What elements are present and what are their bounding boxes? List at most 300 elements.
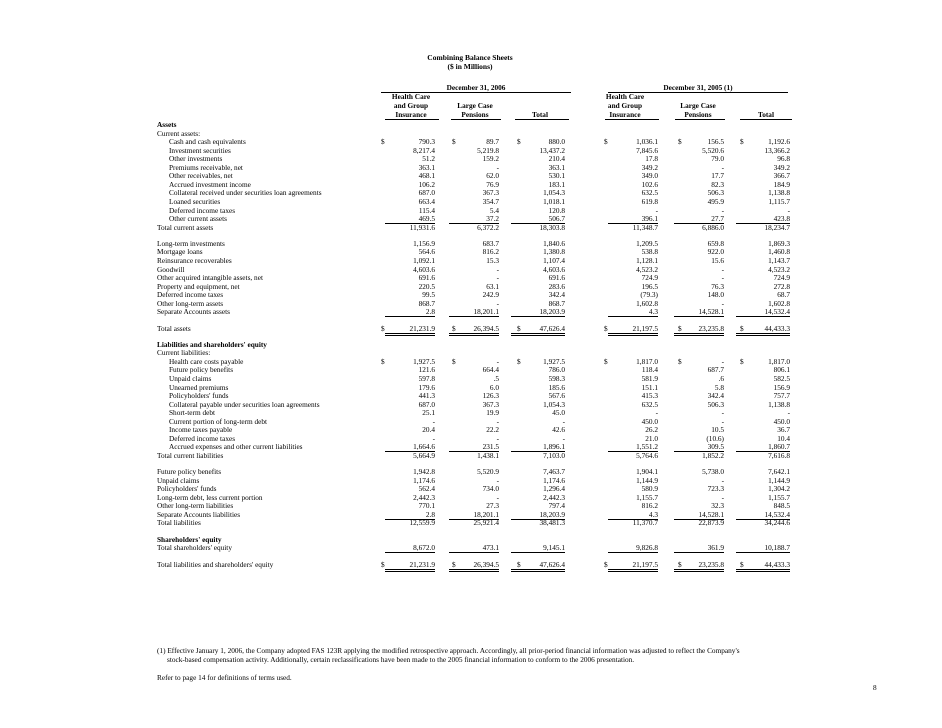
value-cell: 210.4 <box>548 154 565 164</box>
value-cell: 922.0 <box>707 247 724 257</box>
value-cell: 1,107.4 <box>543 255 565 265</box>
period-header-2005: December 31, 2005 (1) <box>663 83 733 92</box>
row-label: Current liabilities: <box>157 348 211 358</box>
value-cell: - <box>721 162 724 172</box>
value-cell: 450.0 <box>641 416 658 426</box>
value-cell: 17.8 <box>645 154 658 164</box>
period-header-2006: December 31, 2006 <box>446 83 506 92</box>
value-cell: 7,463.7 <box>543 467 565 477</box>
value-cell: 567.6 <box>548 391 565 400</box>
value-cell: 38,481.3 <box>539 518 565 528</box>
value-cell: 816.2 <box>482 247 499 257</box>
value-cell: - <box>721 492 724 502</box>
dollar-sign: $ <box>604 323 608 333</box>
value-cell: 1,296.4 <box>543 484 565 494</box>
value-cell: 757.7 <box>773 391 790 400</box>
value-cell: 4.3 <box>608 510 658 520</box>
value-cell: 32.3 <box>711 501 724 511</box>
value-cell: 185.6 <box>548 382 565 392</box>
value-cell: - <box>496 273 499 282</box>
value-cell: 20.4 <box>422 425 435 435</box>
value-cell: 7,103.0 <box>543 450 565 460</box>
value-cell: - <box>655 408 658 418</box>
value-cell: 68.7 <box>777 290 790 300</box>
value-cell: 27.7 <box>674 214 724 224</box>
row-label: Assets <box>157 120 177 129</box>
value-cell: .5 <box>493 373 499 383</box>
value-cell: 11,348.7 <box>632 222 658 232</box>
value-cell: 530.1 <box>548 171 565 181</box>
value-cell: 18,201.1 <box>449 510 499 520</box>
table-row <box>0 451 942 460</box>
value-cell: 450.0 <box>773 416 790 426</box>
value-cell: 5,664.9 <box>413 450 435 460</box>
row-label: Current portion of long-term debt <box>169 416 268 426</box>
col-header-lc-2005-line1: Large Case <box>680 101 716 110</box>
value-cell: 37.2 <box>449 214 499 224</box>
value-cell: - <box>496 492 499 502</box>
value-cell: - <box>721 475 724 485</box>
col-header-hc-2006-line3: Insurance <box>395 110 427 119</box>
value-cell: 580.9 <box>641 484 658 494</box>
value-cell: 5.8 <box>714 382 724 392</box>
value-cell: 506.3 <box>707 399 724 409</box>
value-cell: 806.1 <box>773 365 790 375</box>
value-cell: 848.5 <box>773 501 790 511</box>
value-cell: 724.9 <box>641 273 658 282</box>
value-cell: 184.9 <box>773 179 790 189</box>
value-cell: - <box>721 205 724 215</box>
value-cell: 156.5 <box>707 137 724 147</box>
row-label: Investment securities <box>169 145 231 155</box>
value-cell: 115.4 <box>418 205 435 215</box>
col-header-lc-2005-line2: Pensions <box>684 110 712 119</box>
value-cell: 12,559.9 <box>409 518 435 528</box>
table-row <box>0 518 942 527</box>
value-cell: 1,896.1 <box>511 442 565 452</box>
value-cell: - <box>496 162 499 172</box>
value-cell: 868.7 <box>418 298 435 308</box>
value-cell: 1,817.0 <box>636 356 658 366</box>
value-cell: 597.8 <box>418 373 435 383</box>
value-cell: 1,036.1 <box>636 137 658 147</box>
value-cell: 21,197.5 <box>608 560 658 572</box>
value-cell: 63.1 <box>486 281 499 291</box>
value-cell: 538.8 <box>641 247 658 257</box>
row-label: Total liabilities and shareholders' equity <box>157 559 274 569</box>
row-label: Other acquired intangible assets, net <box>157 273 263 282</box>
value-cell: 495.9 <box>707 197 724 206</box>
value-cell: 1,155.7 <box>636 492 658 502</box>
value-cell: 396.1 <box>608 214 658 224</box>
value-cell: 342.4 <box>707 391 724 400</box>
dollar-sign: $ <box>452 559 456 569</box>
value-cell: 179.6 <box>418 382 435 392</box>
value-cell: 19.9 <box>486 408 499 418</box>
value-cell: 21,231.9 <box>385 324 435 336</box>
value-cell: 349.0 <box>641 171 658 181</box>
value-cell: 14,528.1 <box>674 307 724 317</box>
value-cell: - <box>496 416 499 426</box>
value-cell: 89.7 <box>486 137 499 147</box>
value-cell: 309.5 <box>674 442 724 452</box>
value-cell: 21,231.9 <box>385 560 435 572</box>
value-cell: 1,054.3 <box>543 188 565 198</box>
value-cell: 2,442.3 <box>413 492 435 502</box>
row-label: Deferred income taxes <box>169 433 236 443</box>
value-cell: 659.8 <box>707 238 724 248</box>
value-cell: 126.3 <box>482 391 499 400</box>
value-cell: 44,433.3 <box>736 324 790 336</box>
value-cell: 5,520.6 <box>702 145 724 155</box>
value-cell: - <box>655 205 658 215</box>
value-cell: 683.7 <box>482 238 499 248</box>
row-label: Collateral payable under securities loan agreements <box>169 399 320 409</box>
value-cell: 13,366.2 <box>764 145 790 155</box>
row-label: Loaned securities <box>169 197 221 206</box>
row-label: Future policy benefits <box>157 467 222 477</box>
value-cell: 6,886.0 <box>702 222 724 232</box>
row-label: Mortgage loans <box>157 247 203 257</box>
value-cell: - <box>787 408 790 418</box>
value-cell: 687.7 <box>707 365 724 375</box>
value-cell: 691.6 <box>418 273 435 282</box>
row-label: Total current liabilities <box>157 450 224 460</box>
value-cell: - <box>496 475 499 485</box>
dollar-sign: $ <box>678 559 682 569</box>
row-label: Accrued investment income <box>169 179 251 189</box>
value-cell: 816.2 <box>641 501 658 511</box>
refer-note: Refer to page 14 for definitions of terms used. <box>157 673 292 682</box>
value-cell: 18,234.7 <box>764 222 790 232</box>
row-label: Premiums receivable, net <box>169 162 243 172</box>
value-cell: 9,826.8 <box>608 543 658 553</box>
value-cell: 7,642.1 <box>768 467 790 477</box>
value-cell: 120.8 <box>548 205 565 215</box>
value-cell: 1,927.5 <box>413 356 435 366</box>
dollar-sign: $ <box>740 356 744 366</box>
col-header-total-2006: Total <box>532 110 548 119</box>
value-cell: 1,144.9 <box>636 475 658 485</box>
value-cell: 473.1 <box>449 543 499 553</box>
value-cell: 723.3 <box>707 484 724 494</box>
value-cell: 231.5 <box>449 442 499 452</box>
value-cell: 598.3 <box>548 373 565 383</box>
value-cell: 1,551.2 <box>608 442 658 452</box>
value-cell: 22,873.9 <box>698 518 724 528</box>
value-cell: 18,203.9 <box>511 307 565 317</box>
dollar-sign: $ <box>517 323 521 333</box>
value-cell: 1,860.7 <box>736 442 790 452</box>
value-cell: 5,520.9 <box>477 467 499 477</box>
value-cell: 96.8 <box>777 154 790 164</box>
row-label: Policyholders' funds <box>169 391 229 400</box>
value-cell: 564.6 <box>418 247 435 257</box>
value-cell: 1,869.3 <box>768 238 790 248</box>
value-cell: 10,188.7 <box>736 543 790 553</box>
value-cell: 880.0 <box>548 137 565 147</box>
value-cell: 1,602.8 <box>636 298 658 308</box>
value-cell: 1,602.8 <box>768 298 790 308</box>
value-cell: 14,532.4 <box>736 510 790 520</box>
value-cell: - <box>496 298 499 308</box>
page-subtitle: ($ in Millions) <box>447 62 493 71</box>
dollar-sign: $ <box>517 356 521 366</box>
value-cell: 786.0 <box>548 365 565 375</box>
value-cell: 76.9 <box>486 179 499 189</box>
value-cell: 102.6 <box>641 179 658 189</box>
value-cell: 26,394.5 <box>449 560 499 572</box>
value-cell: 18,203.9 <box>511 510 565 520</box>
value-cell: .6 <box>718 373 724 383</box>
value-cell: 363.1 <box>548 162 565 172</box>
table-row <box>0 543 942 552</box>
value-cell: 632.5 <box>641 188 658 198</box>
value-cell: 47,626.4 <box>511 324 565 336</box>
value-cell: - <box>721 298 724 308</box>
dollar-sign: $ <box>381 356 385 366</box>
row-label: Long-term debt, less current portion <box>157 492 263 502</box>
value-cell: - <box>562 433 565 443</box>
value-cell: - <box>496 356 499 366</box>
value-cell: 1,852.2 <box>702 450 724 460</box>
value-cell: 1,380.8 <box>543 247 565 257</box>
value-cell: 469.5 <box>385 214 435 224</box>
row-label: Policyholders' funds <box>157 484 217 494</box>
row-label: Current assets: <box>157 128 201 138</box>
dollar-sign: $ <box>452 323 456 333</box>
value-cell: 1,054.3 <box>543 399 565 409</box>
value-cell: 4,603.6 <box>413 264 435 274</box>
row-label: Shareholders' equity <box>157 534 222 544</box>
value-cell: 156.9 <box>773 382 790 392</box>
value-cell: 26.2 <box>645 425 658 435</box>
value-cell: 1,904.1 <box>636 467 658 477</box>
value-cell: 361.9 <box>674 543 724 553</box>
value-cell: 1,138.8 <box>768 188 790 198</box>
dollar-sign: $ <box>452 356 456 366</box>
row-label: Liabilities and shareholders' equity <box>157 339 267 349</box>
value-cell: 366.7 <box>773 171 790 181</box>
value-cell: 1,144.9 <box>768 475 790 485</box>
value-cell: 121.6 <box>418 365 435 375</box>
value-cell: 26,394.5 <box>449 324 499 336</box>
page-title: Combining Balance Sheets <box>427 53 513 62</box>
row-label: Future policy benefits <box>169 365 234 375</box>
value-cell: 415.3 <box>641 391 658 400</box>
col-header-hc-2005-line3: Insurance <box>609 110 641 119</box>
value-cell: 9,145.1 <box>511 543 565 553</box>
value-cell: 4,523.2 <box>636 264 658 274</box>
row-label: Unpaid claims <box>169 373 212 383</box>
value-cell: 1,438.1 <box>477 450 499 460</box>
row-label: Other receivables, net <box>169 171 233 181</box>
value-cell: - <box>721 416 724 426</box>
row-label: Other current assets <box>169 214 227 224</box>
value-cell: 506.7 <box>511 214 565 224</box>
value-cell: 22.2 <box>486 425 499 435</box>
value-cell: 8,672.0 <box>385 543 435 553</box>
value-cell: 342.4 <box>548 290 565 300</box>
value-cell: 23,235.8 <box>674 324 724 336</box>
value-cell: 220.5 <box>418 281 435 291</box>
value-cell: 45.0 <box>552 408 565 418</box>
value-cell: - <box>721 264 724 274</box>
row-label: Separate Accounts liabilities <box>157 509 241 519</box>
value-cell: 10.5 <box>711 425 724 435</box>
value-cell: 272.8 <box>773 281 790 291</box>
value-cell: 2.8 <box>385 307 435 317</box>
value-cell: 6.0 <box>489 382 499 392</box>
value-cell: 506.3 <box>707 188 724 198</box>
page-number: 8 <box>873 683 877 692</box>
value-cell: 349.2 <box>773 162 790 172</box>
value-cell: 663.4 <box>418 197 435 206</box>
dollar-sign: $ <box>517 137 521 147</box>
row-label: Other long-term assets <box>157 298 224 308</box>
value-cell: 34,244.6 <box>764 518 790 528</box>
value-cell: (10.6) <box>706 433 724 443</box>
value-cell: 4,523.2 <box>768 264 790 274</box>
value-cell: 1,192.6 <box>768 137 790 147</box>
value-cell: - <box>721 273 724 282</box>
dollar-sign: $ <box>678 323 682 333</box>
value-cell: - <box>432 433 435 443</box>
value-cell: 1,128.1 <box>636 255 658 265</box>
value-cell: 18,201.1 <box>449 307 499 317</box>
dollar-sign: $ <box>740 137 744 147</box>
value-cell: 14,528.1 <box>674 510 724 520</box>
row-label: Total current assets <box>157 222 214 232</box>
value-cell: 1,304.2 <box>768 484 790 494</box>
value-cell: 1,092.1 <box>413 255 435 265</box>
value-cell: 1,143.7 <box>768 255 790 265</box>
value-cell: 196.5 <box>641 281 658 291</box>
value-cell: 1,840.6 <box>543 238 565 248</box>
col-header-hc-2006-line2: and Group <box>393 101 429 110</box>
value-cell: 363.1 <box>418 162 435 172</box>
value-cell: 79.0 <box>711 154 724 164</box>
value-cell: 367.3 <box>482 399 499 409</box>
row-label: Health care costs payable <box>169 356 244 366</box>
value-cell: 1,942.8 <box>413 467 435 477</box>
dollar-sign: $ <box>740 323 744 333</box>
value-cell: 367.3 <box>482 188 499 198</box>
value-cell: 619.8 <box>641 197 658 206</box>
value-cell: 8,217.4 <box>413 145 435 155</box>
col-header-hc-2005-line1: Health Care <box>605 92 645 101</box>
value-cell: 27.3 <box>486 501 499 511</box>
value-cell: 1,155.7 <box>768 492 790 502</box>
value-cell: 691.6 <box>548 273 565 282</box>
value-cell: (79.3) <box>640 290 658 300</box>
value-cell: 770.1 <box>418 501 435 511</box>
row-label: Income taxes payable <box>169 425 233 435</box>
value-cell: - <box>721 408 724 418</box>
value-cell: 15.6 <box>711 255 724 265</box>
table-row <box>0 324 942 333</box>
value-cell: 25,921.4 <box>473 518 499 528</box>
value-cell: 18,303.8 <box>539 222 565 232</box>
value-cell: 7,616.8 <box>768 450 790 460</box>
row-label: Deferred income taxes <box>169 205 236 215</box>
row-label: Deferred income taxes <box>157 290 224 300</box>
value-cell: 283.6 <box>548 281 565 291</box>
col-header-total-2005: Total <box>758 110 774 119</box>
value-cell: 441.3 <box>418 391 435 400</box>
dollar-sign: $ <box>381 137 385 147</box>
value-cell: 2,442.3 <box>543 492 565 502</box>
value-cell: 242.9 <box>482 290 499 300</box>
value-cell: 1,138.8 <box>768 399 790 409</box>
dollar-sign: $ <box>517 559 521 569</box>
value-cell: 6,372.2 <box>477 222 499 232</box>
row-label: Reinsurance recoverables <box>157 255 232 265</box>
value-cell: 151.1 <box>641 382 658 392</box>
value-cell: 44,433.3 <box>736 560 790 572</box>
value-cell: 632.5 <box>641 399 658 409</box>
value-cell: - <box>787 205 790 215</box>
value-cell: 1,174.6 <box>543 475 565 485</box>
value-cell: 36.7 <box>777 425 790 435</box>
table-row <box>0 223 942 232</box>
value-cell: 11,370.7 <box>632 518 658 528</box>
value-cell: 4.3 <box>608 307 658 317</box>
row-label: Goodwill <box>157 264 185 274</box>
value-cell: - <box>496 264 499 274</box>
value-cell: 1,156.9 <box>413 238 435 248</box>
row-label: Unpaid claims <box>157 475 200 485</box>
value-cell: 25.1 <box>422 408 435 418</box>
value-cell: 1,174.6 <box>413 475 435 485</box>
value-cell: 423.8 <box>736 214 790 224</box>
dollar-sign: $ <box>452 137 456 147</box>
row-label: Unearned premiums <box>169 382 229 392</box>
dollar-sign: $ <box>381 559 385 569</box>
value-cell: 14,532.4 <box>736 307 790 317</box>
value-cell: 1,460.8 <box>768 247 790 257</box>
value-cell: 159.2 <box>482 154 499 164</box>
dollar-sign: $ <box>604 559 608 569</box>
value-cell: 790.3 <box>418 137 435 147</box>
value-cell: 1,115.7 <box>768 197 790 206</box>
value-cell: 11,931.6 <box>409 222 435 232</box>
col-header-hc-2005-line2: and Group <box>607 101 643 110</box>
row-label: Other long-term liabilities <box>157 501 234 511</box>
dollar-sign: $ <box>604 356 608 366</box>
value-cell: 5.4 <box>489 205 499 215</box>
value-cell: 581.9 <box>641 373 658 383</box>
value-cell: 1,817.0 <box>768 356 790 366</box>
table-row <box>0 307 942 316</box>
value-cell: 118.4 <box>641 365 658 375</box>
value-cell: 797.4 <box>548 501 565 511</box>
row-label: Total assets <box>157 323 191 333</box>
value-cell: 183.1 <box>548 179 565 189</box>
value-cell: 349.2 <box>641 162 658 172</box>
value-cell: 62.0 <box>486 171 499 181</box>
value-cell: 562.4 <box>418 484 435 494</box>
value-cell: 5,764.6 <box>636 450 658 460</box>
row-label: Long-term investments <box>157 238 225 248</box>
value-cell: 15.3 <box>486 255 499 265</box>
col-header-hc-2006-line1: Health Care <box>391 92 431 101</box>
value-cell: 13,437.2 <box>539 145 565 155</box>
row-label: Total liabilities <box>157 518 201 528</box>
dollar-sign: $ <box>740 559 744 569</box>
value-cell: 5,219.8 <box>477 145 499 155</box>
value-cell: 51.2 <box>422 154 435 164</box>
